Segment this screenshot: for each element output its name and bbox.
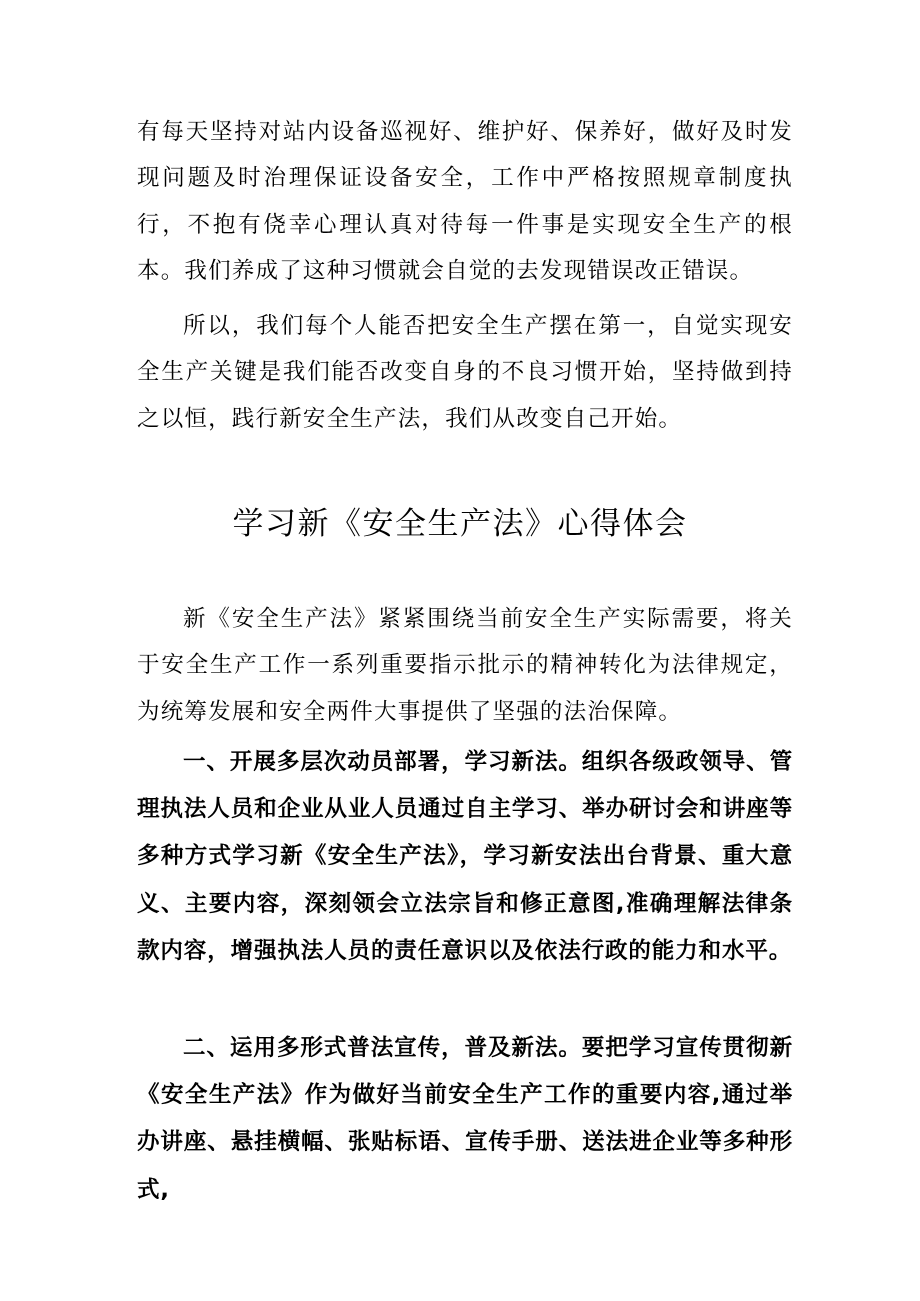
paragraph-continued: 有每天坚持对站内设备巡视好、维护好、保养好，做好及时发现问题及时治理保证设备安全，工作中严格按照规章制度执行，不抱有侥幸心理认真对待每一件事是实现安全生产的根本。我们养成了这种习惯就会自觉的去发现错误改正错误。 bbox=[137, 119, 793, 284]
paragraph-intro: 新《安全生产法》紧紧围绕当前安全生产实际需要，将关于安全生产工作一系列重要指示批示的精神转化为法律规定，为统筹发展和安全两件大事提供了坚强的法治保障。 bbox=[137, 606, 793, 725]
paragraph-conclusion: 所以，我们每个人能否把安全生产摆在第一，自觉实现安全生产关键是我们能否改变自身的不良习惯开始，坚持做到持之以恒，践行新安全生产法，我们从改变自己开始。 bbox=[137, 313, 793, 432]
section-two-paragraph: 二、运用多形式普法宣传，普及新法。要把学习宣传贯彻新《安全生产法》作为做好当前安全生产工作的重要内容,通过举办讲座、悬挂横幅、张贴标语、宣传手册、送法进企业等多种形式, bbox=[137, 1035, 793, 1203]
document-title: 学习新《安全生产法》心得体会 bbox=[232, 506, 688, 542]
section-one-paragraph: 一、开展多层次动员部署，学习新法。组织各级政领导、管理执法人员和企业从业人员通过自主学习、举办研讨会和讲座等多种方式学习新《安全生产法》，学习新安法出台背景、重大意义、主要内容，深刻领会立法宗旨和修正意图,准确理解法律条款内容，增强执法人员的责任意识以及依法行政的能力和水平。 bbox=[137, 749, 793, 964]
